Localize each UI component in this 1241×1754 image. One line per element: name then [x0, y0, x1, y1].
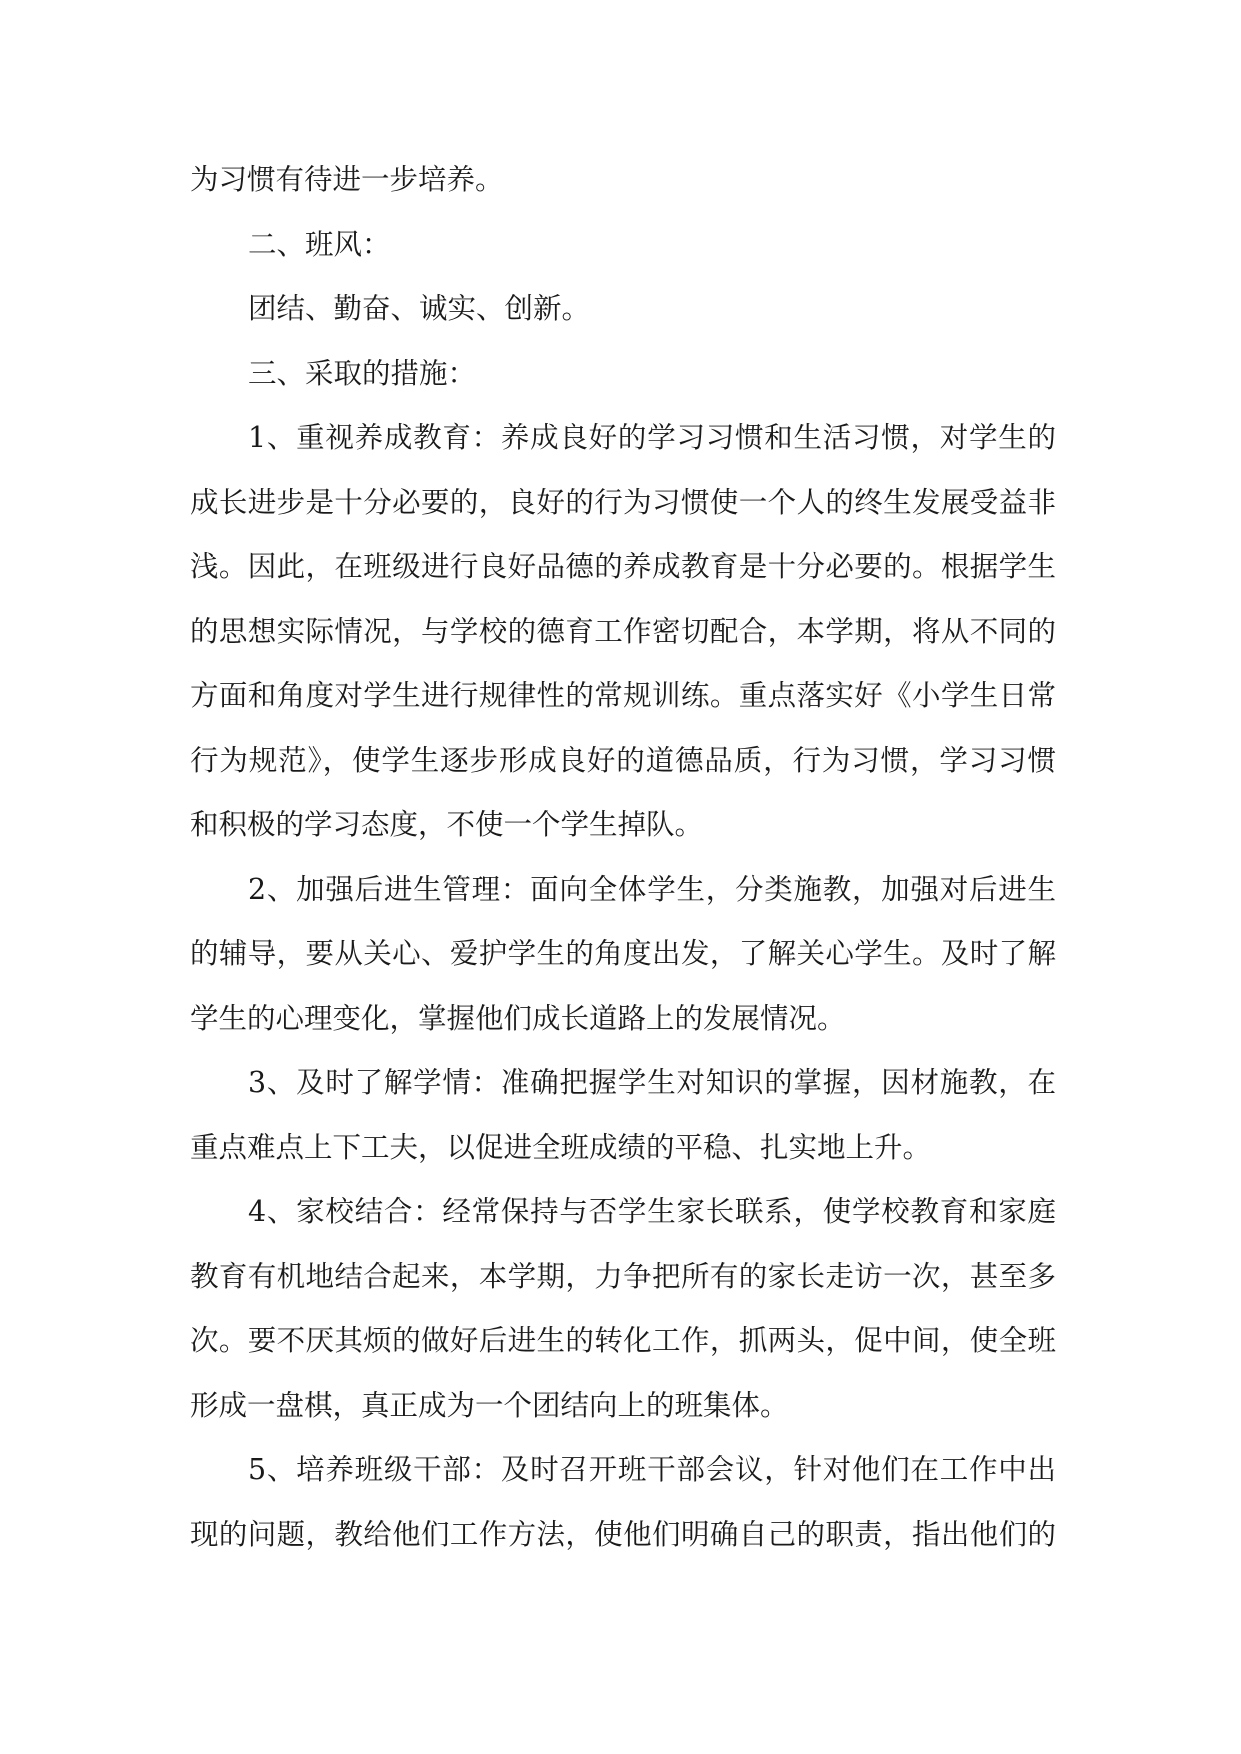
text-line: 和积极的学习态度，不使一个学生掉队。 [190, 808, 704, 841]
text-line: 教育有机地结合起来，本学期，力争把所有的家长走访一次，甚至多 [190, 1259, 1056, 1293]
text-line: 方面和角度对学生进行规律性的常规训练。重点落实好《小学生日常 [190, 679, 1056, 712]
text-line: 成长进步是十分必要的，良好的行为习惯使一个人的终生发展受益非 [190, 485, 1056, 519]
text-line: 4、家校结合：经常保持与否学生家长联系，使学校教育和家庭 [248, 1195, 1056, 1228]
text-line: 行为规范》，使学生逐步形成良好的道德品质，行为习惯，学习习惯 [190, 743, 1056, 777]
text-line: 学生的心理变化，掌握他们成长道路上的发展情况。 [190, 1001, 846, 1035]
section-heading-measures: 三、采取的措施： [248, 356, 477, 390]
text-line: 3、及时了解学情：准确把握学生对知识的掌握，因材施教，在 [248, 1066, 1056, 1099]
text-line: 的思想实际情况，与学校的德育工作密切配合，本学期，将从不同的 [190, 614, 1056, 648]
text-line: 1、重视养成教育：养成良好的学习习惯和生活习惯，对学生的 [248, 421, 1056, 454]
text-line: 团结、勤奋、诚实、创新。 [248, 292, 591, 325]
section-heading-class-style: 二、班风： [248, 227, 391, 261]
text-line: 重点难点上下工夫，以促进全班成绩的平稳、扎实地上升。 [190, 1130, 932, 1164]
text-line: 为习惯有待进一步培养。 [190, 163, 504, 196]
text-line: 现的问题，教给他们工作方法，使他们明确自己的职责，指出他们的 [190, 1517, 1056, 1551]
text-line: 形成一盘棋，真正成为一个团结向上的班集体。 [190, 1388, 789, 1422]
body-text [190, 148, 1056, 1567]
text-line: 浅。因此，在班级进行良好品德的养成教育是十分必要的。根据学生 [190, 550, 1056, 583]
text-line: 5、培养班级干部：及时召开班干部会议，针对他们在工作中出 [248, 1453, 1056, 1486]
text-line: 次。要不厌其烦的做好后进生的转化工作，抓两头，促中间，使全班 [190, 1324, 1056, 1357]
text-line: 的辅导，要从关心、爱护学生的角度出发，了解关心学生。及时了解 [190, 937, 1056, 970]
text-line: 2、加强后进生管理：面向全体学生，分类施教，加强对后进生 [248, 872, 1056, 906]
